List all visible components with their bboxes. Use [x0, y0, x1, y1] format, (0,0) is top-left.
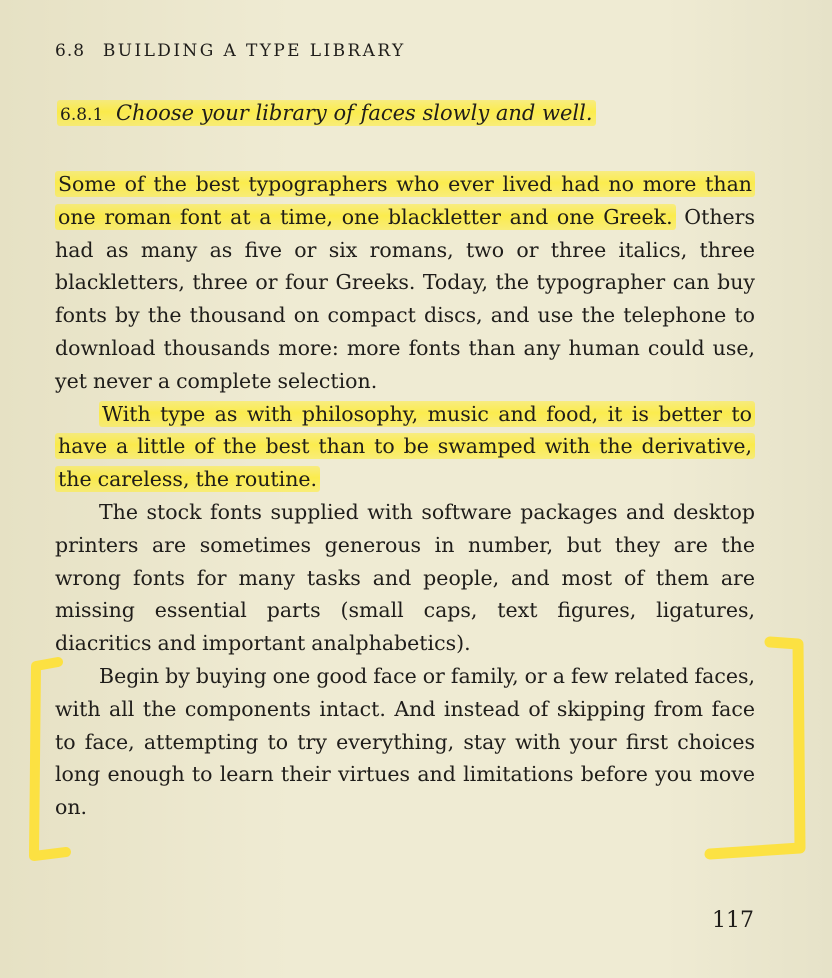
paragraph-4: Begin by buying one good face or family, or a few related faces, with all the components intact. And instead of skipping from face to face, attempting to try everything, stay with your first choices long enough to learn their virtues and limitations before you move on.	[55, 663, 755, 820]
subsection-title: Choose your library of faces slowly and well.	[115, 101, 593, 125]
running-header	[55, 41, 406, 61]
body-text	[55, 168, 755, 824]
subsection-number: 6.8.1	[60, 105, 104, 125]
paragraph-text: Others had as many as five or six romans, two or three italics, three blackletters, three or four Greeks. Today, the typographer can buy fonts by the thousand on compact discs, and use the telephone to download thousands more: more fonts than any human could use, yet never a complete selection.	[55, 204, 755, 393]
subsection-heading	[57, 101, 596, 125]
highlighted-passage: Some of the best typographers who ever lived had no more than one roman font at a time, one blackletter and one Greek.	[55, 171, 755, 230]
section-title: BUILDING A TYPE LIBRARY	[102, 41, 406, 61]
page-number: 117	[712, 908, 754, 933]
paragraph-1	[55, 168, 755, 398]
highlighted-passage: With type as with philosophy, music and food, it is better to have a little of the best than to be swamped with the derivative, the careless, the routine.	[55, 401, 755, 493]
section-number: 6.8	[55, 41, 86, 61]
paragraph-3: The stock fonts supplied with software packages and desktop printers are sometimes generous in number, but they are the wrong fonts for many tasks and people, and most of them are missing essential parts (small caps, text figures, ligatures, diacritics and important analphabetics).	[55, 499, 755, 656]
left-highlight-bracket	[28, 656, 72, 866]
paragraph-2	[55, 398, 755, 496]
right-highlight-bracket	[700, 636, 810, 861]
